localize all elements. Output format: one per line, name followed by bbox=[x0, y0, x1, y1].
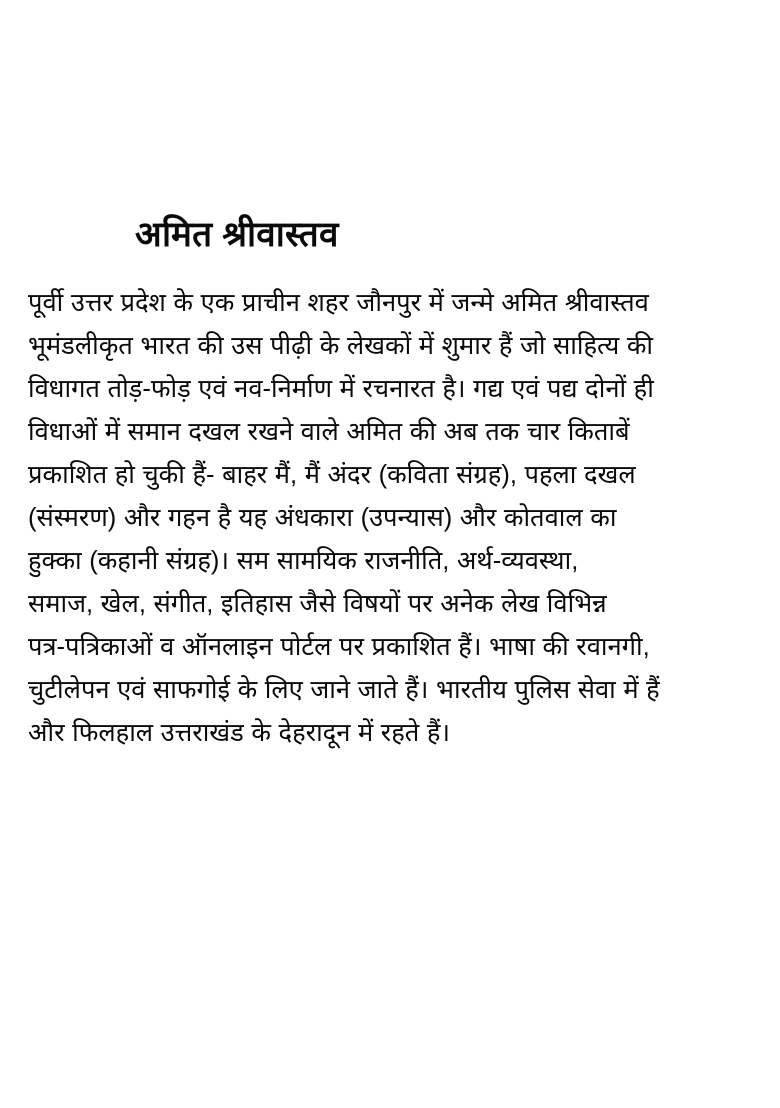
bio-content-block bbox=[28, 214, 752, 755]
bio-line: पूर्वी उत्तर प्रदेश के एक प्राचीन शहर जौनपुर में जन्मे अमित श्रीवास्तव bbox=[28, 289, 649, 317]
bio-line: हुक्का (कहानी संग्रह)। सम सामयिक राजनीति, अर्थ-व्यवस्था, bbox=[28, 547, 579, 575]
author-biography-text bbox=[28, 282, 752, 755]
bio-line: भूमंडलीकृत भारत की उस पीढ़ी के लेखकों में शुमार हैं जो साहित्य की bbox=[28, 332, 654, 360]
bio-line: विधाओं में समान दखल रखने वाले अमित की अब तक चार किताबें bbox=[28, 418, 630, 446]
bio-line: समाज, खेल, संगीत, इतिहास जैसे विषयों पर अनेक लेख विभिन्न bbox=[28, 590, 607, 618]
bio-line: चुटीलेपन एवं साफगोई के लिए जाने जाते हैं। भारतीय पुलिस सेवा में हैं bbox=[28, 676, 660, 704]
bio-line: (संस्मरण) और गहन है यह अंधकारा (उपन्यास) और कोतवाल का bbox=[28, 504, 617, 532]
bio-line: पत्र-पत्रिकाओं व ऑनलाइन पोर्टल पर प्रकाशित हैं। भाषा की रवानगी, bbox=[28, 633, 650, 661]
page-title: अमित श्रीवास्तव bbox=[135, 215, 339, 254]
bio-line: विधागत तोड़-फोड़ एवं नव-निर्माण में रचनारत है। गद्य एवं पद्य दोनों ही bbox=[28, 375, 654, 403]
bio-line: प्रकाशित हो चुकी हैं- बाहर मैं, मैं अंदर (कविता संग्रह), पहला दखल bbox=[28, 461, 636, 489]
bio-line: और फिलहाल उत्तराखंड के देहरादून में रहते हैं। bbox=[28, 719, 451, 747]
